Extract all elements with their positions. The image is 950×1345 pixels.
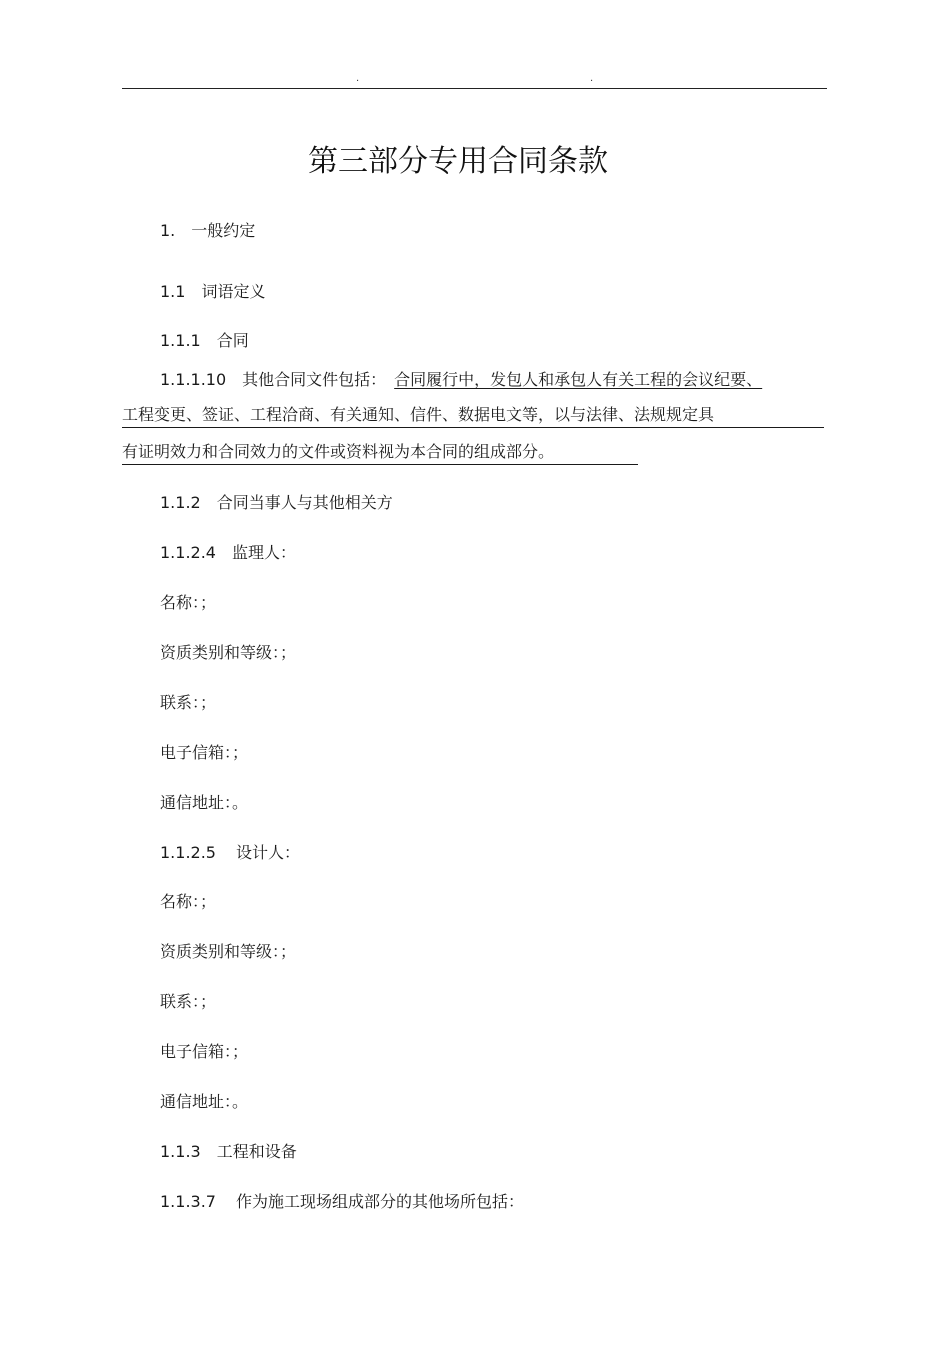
section-number: 1.1.3 [160, 1142, 201, 1161]
supervisor-contact: 联系：； [160, 693, 217, 712]
clause-text-line-2: 工程变更、签证、工程洽商、有关通知、信件、数据电文等，以与法律、法规规定具 [122, 404, 824, 428]
section-heading: 作为施工现场组成部分的其他场所包括： [235, 1192, 524, 1211]
supervisor-name: 名称：； [160, 593, 217, 612]
section-1-1-2-5 [160, 842, 300, 864]
section-number: 1.1.2.5 [160, 843, 216, 862]
section-number: 1.1.2 [160, 493, 201, 512]
section-number: 1. [160, 221, 176, 240]
section-heading: 一般约定 [191, 221, 256, 240]
section-1 [160, 220, 255, 242]
section-1-1-3-7 [160, 1191, 524, 1213]
supervisor-email: 电子信箱：； [160, 743, 249, 762]
header-dot-left: . [356, 73, 360, 84]
section-1-1 [160, 281, 265, 303]
designer-qualification: 资质类别和等级：； [160, 942, 297, 961]
section-number: 1.1 [160, 282, 186, 301]
section-number: 1.1.1.10 [160, 370, 227, 389]
section-heading: 词语定义 [201, 282, 266, 301]
clause-label: 其他合同文件包括： [242, 370, 387, 389]
section-1-1-1 [160, 330, 249, 352]
section-heading: 工程和设备 [216, 1142, 297, 1161]
supervisor-qualification: 资质类别和等级：； [160, 643, 297, 662]
header-rule [122, 88, 827, 89]
section-1-1-1-10 [160, 369, 762, 391]
designer-name: 名称：； [160, 892, 217, 911]
clause-text-line-3: 有证明效力和合同效力的文件或资料视为本合同的组成部分。 [122, 441, 638, 465]
header-dot-right: . [590, 73, 594, 84]
section-1-1-2 [160, 492, 393, 514]
designer-address: 通信地址：。 [160, 1092, 249, 1111]
section-number: 1.1.3.7 [160, 1192, 216, 1211]
section-number: 1.1.2.4 [160, 543, 216, 562]
section-number: 1.1.1 [160, 331, 201, 350]
section-heading: 设计人： [235, 843, 300, 862]
designer-contact: 联系：； [160, 992, 217, 1011]
supervisor-address: 通信地址：。 [160, 793, 249, 812]
section-1-1-3 [160, 1141, 297, 1163]
designer-email: 电子信箱：； [160, 1042, 249, 1061]
section-heading: 合同当事人与其他相关方 [216, 493, 393, 512]
page-title: 第三部分专用合同条款 [308, 144, 608, 179]
section-heading: 监理人： [231, 543, 296, 562]
clause-text-line-1: 合同履行中，发包人和承包人有关工程的会议纪要、 [394, 370, 763, 389]
section-1-1-2-4 [160, 542, 296, 564]
section-heading: 合同 [216, 331, 249, 350]
